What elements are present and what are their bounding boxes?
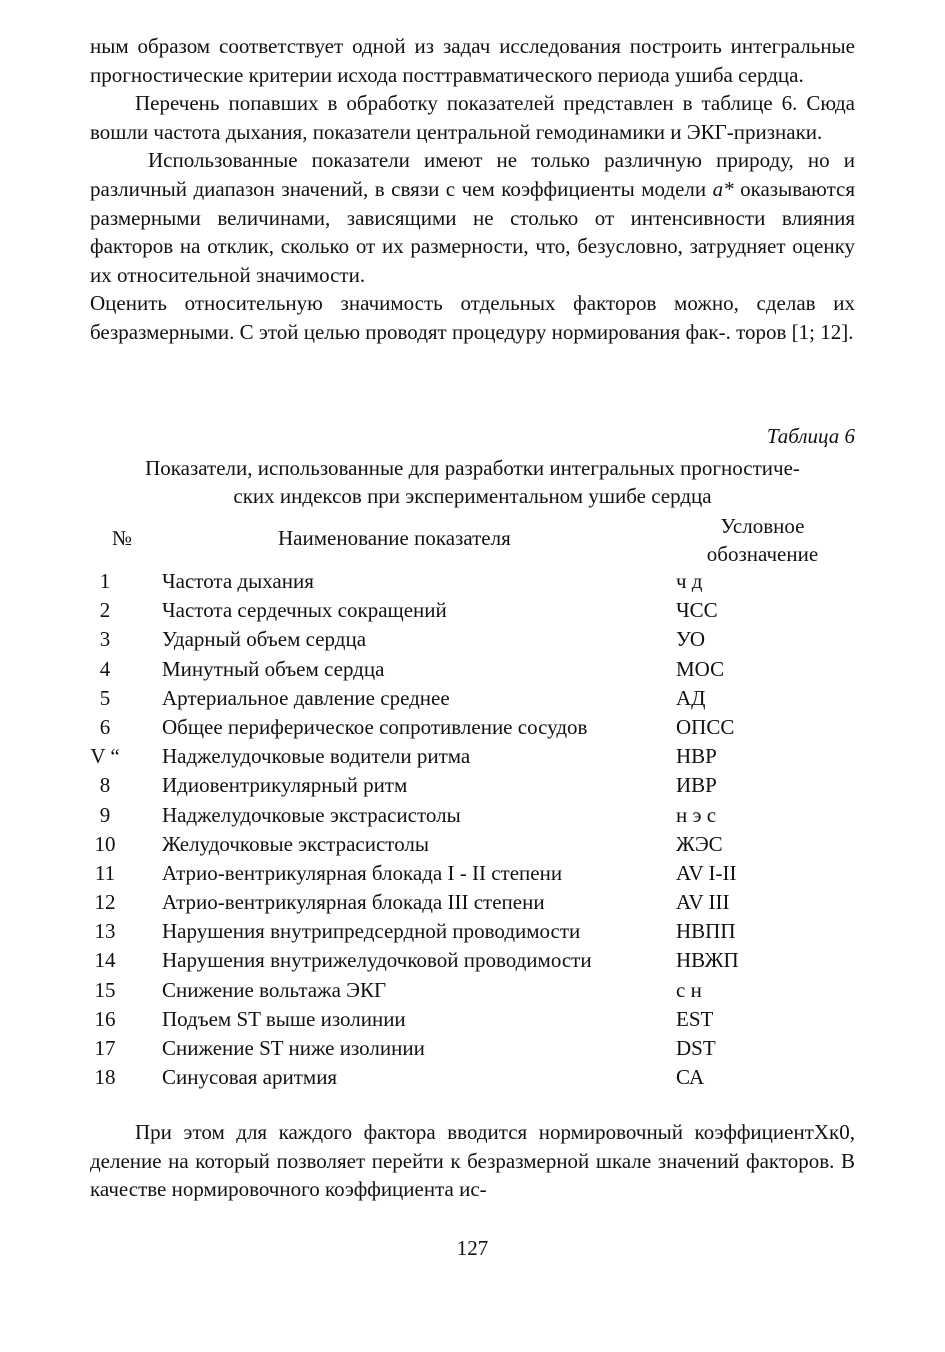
- table-row: [0, 1005, 945, 1034]
- row-number: 6: [99, 714, 111, 739]
- table-row: [0, 742, 945, 771]
- table-row: [0, 888, 945, 917]
- row-number: 3: [99, 627, 111, 652]
- row-number: 5: [99, 685, 111, 710]
- row-number: 18: [94, 1065, 116, 1090]
- table-row: [0, 976, 945, 1005]
- row-indicator-name: Наджелудочковые экстрасистолы: [162, 802, 461, 827]
- row-number: 17: [94, 1036, 116, 1060]
- row-indicator-name: Желудочковые экстрасистолы: [162, 831, 430, 856]
- table-row: [0, 713, 945, 742]
- column-header-number: №: [112, 526, 133, 550]
- row-indicator-name: Подъем ST выше изолинии: [162, 1006, 406, 1031]
- row-number: 15: [94, 977, 116, 1002]
- row-indicator-name: Идиовентрикулярный ритм: [162, 773, 408, 798]
- column-header-name: Наименование показателя: [278, 526, 511, 550]
- row-indicator-name: Атрио-вентрикулярная блокада III степени: [162, 890, 545, 915]
- table-title-line-2: ских индексов при экспериментальном ушибе сердца: [233, 484, 712, 508]
- page-number: 127: [456, 1236, 489, 1260]
- column-header-code: Условное обозначение: [706, 514, 819, 566]
- paragraph-normalization: Оценить относительную значимость отдельных факторов можно, сделав их безразмерными. С этой целью проводят процедуру нормирования фак-. торов [1; 12].: [90, 291, 855, 344]
- row-indicator-name: Атрио-вентрикулярная блокада I - II степени: [162, 860, 563, 885]
- row-number: V “: [90, 744, 120, 769]
- row-indicator-code: НВЖП: [676, 948, 739, 973]
- row-indicator-name: Общее периферическое сопротивление сосудов: [162, 714, 588, 739]
- row-indicator-name: Минутный объем сердца: [162, 656, 385, 681]
- row-indicator-code: DST: [676, 1036, 716, 1060]
- row-indicator-name: Артериальное давление среднее: [162, 685, 450, 710]
- row-indicator-code: AV III: [676, 890, 730, 915]
- row-number: 9: [99, 802, 111, 827]
- row-indicator-code: н э с: [676, 802, 717, 827]
- row-number: 10: [94, 831, 116, 856]
- row-indicator-code: AV I-II: [676, 860, 737, 885]
- row-indicator-code: УО: [676, 627, 705, 652]
- row-indicator-name: Нарушения внутрижелудочковой проводимости: [162, 948, 592, 973]
- row-indicator-name: Нарушения внутрипредсердной проводимости: [162, 919, 581, 944]
- row-indicator-code: EST: [676, 1006, 714, 1031]
- table-title: [90, 454, 855, 510]
- row-indicator-name: Частота сердечных сокращений: [162, 598, 447, 623]
- row-number: 12: [94, 890, 116, 915]
- row-indicator-name: Синусовая аритмия: [162, 1065, 338, 1090]
- row-number: 4: [99, 656, 111, 681]
- table-row: [0, 771, 945, 800]
- row-number: 1: [99, 569, 111, 593]
- row-indicator-code: ч д: [676, 569, 703, 593]
- row-indicator-code: ИВР: [676, 773, 717, 798]
- row-number: 13: [94, 919, 116, 944]
- table-row: [0, 684, 945, 713]
- row-indicator-code: НВПП: [676, 919, 736, 944]
- row-indicator-code: с н: [676, 977, 702, 1002]
- table-label: Таблица 6: [766, 424, 855, 448]
- table-row: [0, 655, 945, 684]
- table-row: [0, 1034, 945, 1063]
- table-row: [0, 917, 945, 946]
- table-title-line-1: Показатели, использованные для разработки интегральных прогностиче-: [145, 456, 800, 480]
- row-indicator-name: Снижение вольтажа ЭКГ: [162, 977, 387, 1002]
- table-row: [0, 830, 945, 859]
- row-indicator-name: Наджелудочковые водители ритма: [162, 744, 471, 769]
- table-row: [0, 596, 945, 625]
- table-row: [0, 946, 945, 975]
- row-indicator-name: Частота дыхания: [162, 569, 314, 593]
- row-indicator-code: МОС: [676, 656, 725, 681]
- paragraph-continuation: ным образом соответствует одной из задач исследования построить интегральные прогностические критерии исхода посттравматического периода ушиба сердца.: [90, 34, 855, 87]
- paragraph-dimensional-coefficients: Использованные показатели имеют не только различную природу, но и различный диапазон значений, в связи с чем коэффициенты модели a* оказываются размерными величинами, зависящими не столько от интенсивности влияния факторов на отклик, сколько от их размерности, что, безусловно, затрудняет оценку их относительной значимости.: [90, 148, 855, 287]
- table-row: [0, 1063, 945, 1092]
- model-coefficient-symbol: a*: [712, 176, 734, 201]
- table-body: [0, 567, 945, 1092]
- row-indicator-name: Снижение ST ниже изолинии: [162, 1036, 425, 1060]
- row-indicator-code: АД: [676, 685, 706, 710]
- row-number: 2: [99, 598, 111, 623]
- row-indicator-code: ЖЭС: [676, 831, 723, 856]
- table-row: [0, 801, 945, 830]
- after-table-text: [90, 1118, 855, 1204]
- paragraph-normalization-coefficient: При этом для каждого фактора вводится нормировочный коэффициентХк0, деление на который позволяет перейти к безразмерной шкале значений факторов. В качестве нормировочного коэффициента ис-: [90, 1120, 855, 1202]
- row-number: 16: [94, 1006, 116, 1031]
- table-row: [0, 859, 945, 888]
- table-row: [0, 567, 945, 596]
- paragraph-table-reference: Перечень попавших в обработку показателей представлен в таблице 6. Сюда вошли частота дыхания, показатели центральной гемодинамики и ЭКГ-признаки.: [90, 91, 855, 144]
- row-number: 14: [94, 948, 116, 973]
- intro-text: [90, 32, 855, 347]
- row-indicator-code: ЧСС: [676, 598, 718, 623]
- row-indicator-code: СА: [676, 1065, 705, 1090]
- row-indicator-code: НВР: [676, 744, 717, 769]
- row-indicator-name: Ударный объем сердца: [162, 627, 367, 652]
- row-number: 11: [94, 860, 116, 885]
- row-number: 8: [99, 773, 111, 798]
- table-row: [0, 625, 945, 654]
- row-indicator-code: ОПСС: [676, 714, 735, 739]
